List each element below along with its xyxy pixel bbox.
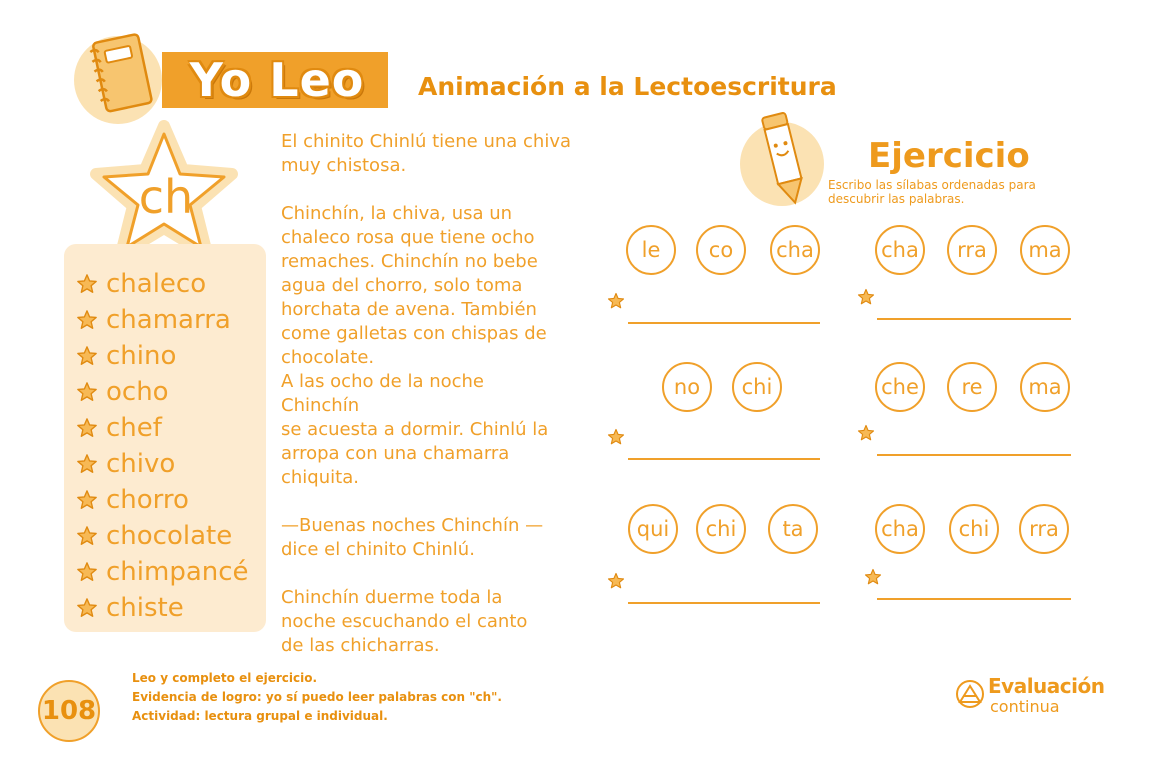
word-list-item: [76, 520, 232, 552]
story-paragraph: Chinchín duerme toda la noche escuchando el canto de las chicharras.: [281, 587, 528, 656]
bullet-star-icon: [76, 345, 98, 367]
exercise-title: Ejercicio: [868, 136, 1030, 176]
syllable-bubble: ta: [768, 504, 818, 554]
bullet-star-icon: [76, 597, 98, 619]
answer-line[interactable]: [628, 602, 820, 604]
footer-activity-text: : lectura grupal e individual.: [195, 709, 388, 723]
bullet-star-icon: [76, 489, 98, 511]
evaluation-subtitle: continua: [990, 697, 1060, 716]
evaluation-title: Evaluación: [988, 674, 1105, 698]
syllable-bubble: qui: [628, 504, 678, 554]
word-text: chocolate: [106, 521, 233, 551]
syllable-bubble: ma: [1020, 225, 1070, 275]
bullet-star-icon: [76, 453, 98, 475]
bullet-star-icon: [76, 381, 98, 403]
syllable-bubble: co: [696, 225, 746, 275]
answer-star-icon: [857, 424, 875, 442]
word-text: chorro: [106, 485, 189, 515]
bullet-star-icon: [76, 525, 98, 547]
word-list-item: [76, 484, 189, 516]
answer-line[interactable]: [877, 454, 1071, 456]
answer-star-icon: [607, 292, 625, 310]
bullet-star-icon: [76, 309, 98, 331]
answer-star-icon: [607, 428, 625, 446]
syllable-bubble: cha: [875, 504, 925, 554]
answer-line[interactable]: [628, 322, 820, 324]
page-subtitle: Animación a la Lectoescritura: [418, 72, 837, 101]
syllable-bubble: ma: [1020, 362, 1070, 412]
footer-evidence: Evidencia de logro: yo sí puedo leer palabras con "ch".: [132, 690, 502, 704]
story-paragraph: —Buenas noches Chinchín — dice el chinito Chinlú.: [281, 515, 544, 560]
footer-instruction: Leo y completo el ejercicio.: [132, 671, 318, 685]
page-number: 108: [41, 696, 97, 726]
footer-activity: [132, 709, 388, 723]
answer-line[interactable]: [628, 458, 820, 460]
exercise-instructions: Escribo las sílabas ordenadas para descubrir las palabras.: [828, 178, 1036, 206]
word-text: chamarra: [106, 305, 231, 335]
word-text: chino: [106, 341, 177, 371]
evaluation-icon: [954, 678, 986, 710]
answer-line[interactable]: [877, 318, 1071, 320]
word-text: chimpancé: [106, 557, 249, 587]
syllable-bubble: le: [626, 225, 676, 275]
word-text: chef: [106, 413, 162, 443]
word-list-item: [76, 412, 162, 444]
word-text: chivo: [106, 449, 176, 479]
word-list-item: [76, 556, 249, 588]
word-list-item: [76, 340, 176, 372]
word-list-item: [76, 304, 231, 336]
syllable-bubble: che: [875, 362, 925, 412]
word-text: chiste: [106, 593, 184, 623]
bullet-star-icon: [76, 273, 98, 295]
syllable-bubble: re: [947, 362, 997, 412]
answer-star-icon: [864, 568, 882, 586]
word-list-item: [76, 268, 206, 300]
word-text: ocho: [106, 377, 169, 407]
answer-line[interactable]: [877, 598, 1071, 600]
word-list-item: [76, 376, 169, 408]
syllable-bubble: no: [662, 362, 712, 412]
syllable-bubble: cha: [875, 225, 925, 275]
bullet-star-icon: [76, 417, 98, 439]
story-paragraph: Chinchín, la chiva, usa un chaleco rosa que tiene ocho remaches. Chinchín no bebe agua del chorro, solo toma horchata de avena. También come galletas con chispas de chocolate. A las ocho de la noche Chinchín se acuesta a dormir. Chinlú la arropa con una chamarra chiquita.: [281, 203, 549, 488]
answer-star-icon: [607, 572, 625, 590]
footer-activity-label: Actividad: [132, 709, 196, 723]
pencil-icon: [756, 108, 812, 208]
bullet-star-icon: [76, 561, 98, 583]
star-letters: ch: [138, 170, 194, 224]
syllable-bubble: cha: [770, 225, 820, 275]
syllable-bubble: chi: [696, 504, 746, 554]
syllable-bubble: rra: [1019, 504, 1069, 554]
word-list-item: [76, 592, 184, 624]
word-text: chaleco: [106, 269, 207, 299]
syllable-bubble: chi: [732, 362, 782, 412]
story-paragraph: El chinito Chinlú tiene una chiva muy chistosa.: [281, 131, 572, 176]
page-title: Yo Leo: [189, 53, 365, 107]
answer-star-icon: [857, 288, 875, 306]
notebook-icon: [82, 28, 162, 124]
syllable-bubble: chi: [949, 504, 999, 554]
word-list-item: [76, 448, 175, 480]
story-text: [281, 130, 599, 658]
syllable-bubble: rra: [947, 225, 997, 275]
